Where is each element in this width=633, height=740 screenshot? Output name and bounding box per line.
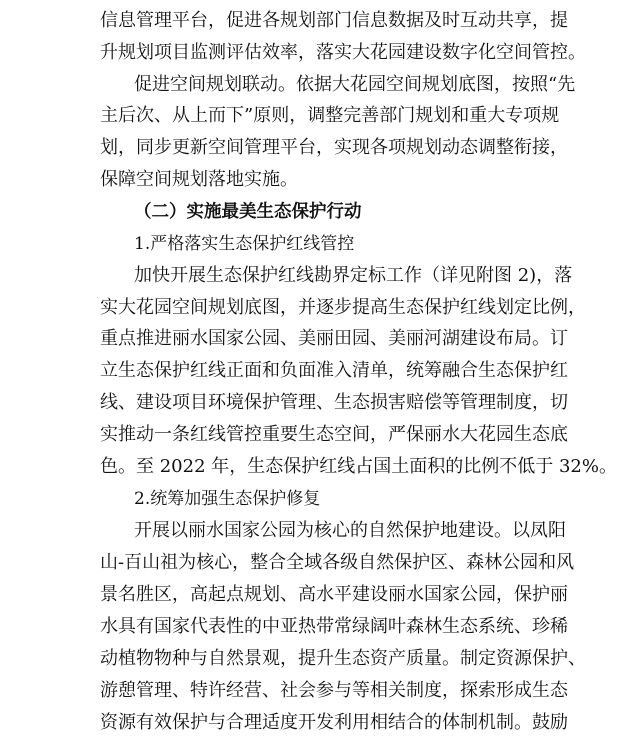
body-text-line: 信息管理平台，促进各规划部门信息数据及时互动共享，提: [100, 10, 568, 31]
paragraph-first-line: 开展以丽水国家公园为核心的自然保护地建设。以凤阳: [134, 520, 566, 541]
body-text-line: 主后次、从上而下”原则，调整完善部门规划和重大专项规: [100, 105, 560, 126]
body-text-line: 划，同步更新空间管理平台，实现各项规划动态调整衔接，: [100, 137, 568, 158]
body-text-line: 重点推进丽水国家公园、美丽田园、美丽河湖建设布局。订: [100, 328, 568, 349]
body-text-line: 景名胜区，高起点规划、高水平建设丽水国家公园，保护丽: [100, 584, 568, 605]
paragraph-first-line: 加快开展生态保护红线勘界定标工作（详见附图 2)，落: [134, 265, 573, 286]
body-text-line: 水具有国家代表性的中亚热带常绿阔叶森林生态系统、珍稀: [100, 616, 568, 637]
body-text-line: 实大花园空间规划底图，并逐步提高生态保护红线划定比例，: [100, 297, 586, 318]
body-text-line: 升规划项目监测评估效率，落实大花园建设数字化空间管控。: [100, 42, 586, 63]
body-text-line: 立生态保护红线正面和负面准入清单，统筹融合生态保护红: [100, 360, 568, 381]
subsection-heading: 1.严格落实生态保护红线管控: [134, 234, 355, 254]
body-text-line: 保障空间规划落地实施。: [100, 169, 298, 190]
body-text-line: 线、建设项目环境保护管理、生态损害赔偿等管理制度，切: [100, 392, 568, 413]
subsection-heading: 2.统筹加强生态保护修复: [134, 489, 321, 509]
body-text-line: 动植物物种与自然景观，提升生态资产质量。制定资源保护、: [100, 648, 586, 669]
section-heading: （二）实施最美生态保护行动: [134, 202, 362, 222]
body-text-line: 山-百山祖为核心，整合全域各级自然保护区、森林公园和风: [100, 552, 575, 573]
body-text-line: 色。至 2022 年，生态保护红线占国土面积的比例不低于 32%。: [100, 456, 617, 477]
body-text-line: 游憩管理、特许经营、社会参与等相关制度，探索形成生态: [100, 680, 568, 701]
paragraph-first-line: 促进空间规划联动。依据大花园空间规划底图，按照“先: [134, 74, 576, 95]
body-text-line: 资源有效保护与合理适度开发利用相结合的体制机制。鼓励: [100, 712, 568, 733]
body-text-line: 实推动一条红线管控重要生态空间，严保丽水大花园生态底: [100, 424, 568, 445]
